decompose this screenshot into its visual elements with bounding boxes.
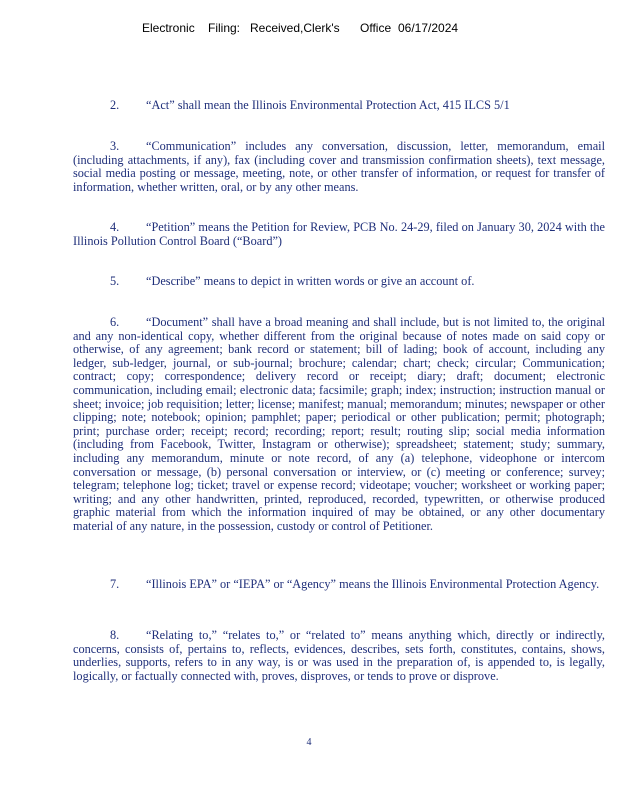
- header-word-filing: Filing:: [208, 21, 241, 35]
- paragraph-text: “Petition” means the Petition for Review, PCB No. 24-29, filed on January 30, 2024 with the Illinois Pollution Control Board (“Board”): [73, 220, 605, 248]
- paragraph-number: 8.: [110, 628, 120, 642]
- paragraph-text: “Relating to,” “relates to,” or “related to” means anything which, directly or indirectly, concerns, consists of, pertains to, reflects, evidences, describes, sets forth, constitutes, contains, shows, underlies, supports, refers to in any way, is or was used in the preparation of, is appended to, is legally, logically, or factually connected with, proves, disproves, or tends to prove or disprove.: [73, 628, 605, 683]
- paragraph-number: 7.: [110, 577, 120, 591]
- paragraph-number: 2.: [110, 98, 120, 112]
- definition-communication: [73, 140, 605, 194]
- paragraph-text: “Illinois EPA” or “IEPA” or “Agency” means the Illinois Environmental Protection Agency.: [146, 577, 600, 591]
- paragraph-text: “Communication” includes any conversation, discussion, letter, memorandum, email (including attachments, if any), fax (including cover and transmission confirmation sheets), text message, social media posting or message, meeting, note, or other transfer of information, or request for transfer of information, whether written, oral, or by any other means.: [73, 139, 605, 194]
- header-word-office: Office: [360, 21, 392, 35]
- header-date: 06/17/2024: [398, 21, 459, 35]
- definition-illinois-epa: [73, 578, 605, 592]
- definition-act: [73, 99, 605, 113]
- paragraph-number: 4.: [110, 220, 120, 234]
- paragraph-text: “Describe” means to depict in written words or give an account of.: [146, 274, 475, 288]
- page-number: 4: [306, 737, 312, 748]
- definition-document: [73, 316, 605, 534]
- paragraph-number: 5.: [110, 274, 120, 288]
- paragraph-text: “Act” shall mean the Illinois Environmental Protection Act, 415 ILCS 5/1: [146, 98, 510, 112]
- definition-petition: [73, 221, 605, 248]
- paragraph-number: 6.: [110, 315, 120, 329]
- definition-describe: [73, 275, 605, 289]
- header-word-electronic: Electronic: [142, 21, 195, 35]
- paragraph-text: “Document” shall have a broad meaning and shall include, but is not limited to, the original and any non-identical copy, whether different from the original because of notes made on said copy or otherwise, of any agreement; bank record or statement; bill of lading; book of account, including any ledger, sub-ledger, journal, or sub-journal; brochure; calendar; chart; check; circular; Communication; contract; copy; correspondence; delivery record or receipt; diary; draft; document; electronic communication, including email; electronic data; facsimile; graph; index; instruction; instruction manual or sheet; invoice; job requisition; letter; license; manifest; manual; memorandum; minutes; newspaper or other clipping; note; notebook; opinion; pamphlet; paper; periodical or other publication; permit; photograph; print; purchase order; receipt; record; recording; report; result; routing slip; social media information (including from Facebook, Twitter, Instagram or otherwise); spreadsheet; statement; study; summary, including any memorandum, minute or note record, of any (a) telephone, videophone or intercom conversation or message, (b) personal conversation or interview, or (c) meeting or conference; survey; telegram; telephone log; ticket; travel or expense record; videotape; voucher; worksheet or working paper; writing; and any other handwritten, printed, reproduced, recorded, typewritten, or otherwise produced graphic material from which the information inquired of may be obtained, or any other documentary material of any nature, in the possession, custody or control of Petitioner.: [73, 315, 605, 533]
- paragraph-number: 3.: [110, 139, 120, 153]
- definition-relating-to: [73, 629, 605, 683]
- header-word-received: Received,Clerk's: [250, 21, 340, 35]
